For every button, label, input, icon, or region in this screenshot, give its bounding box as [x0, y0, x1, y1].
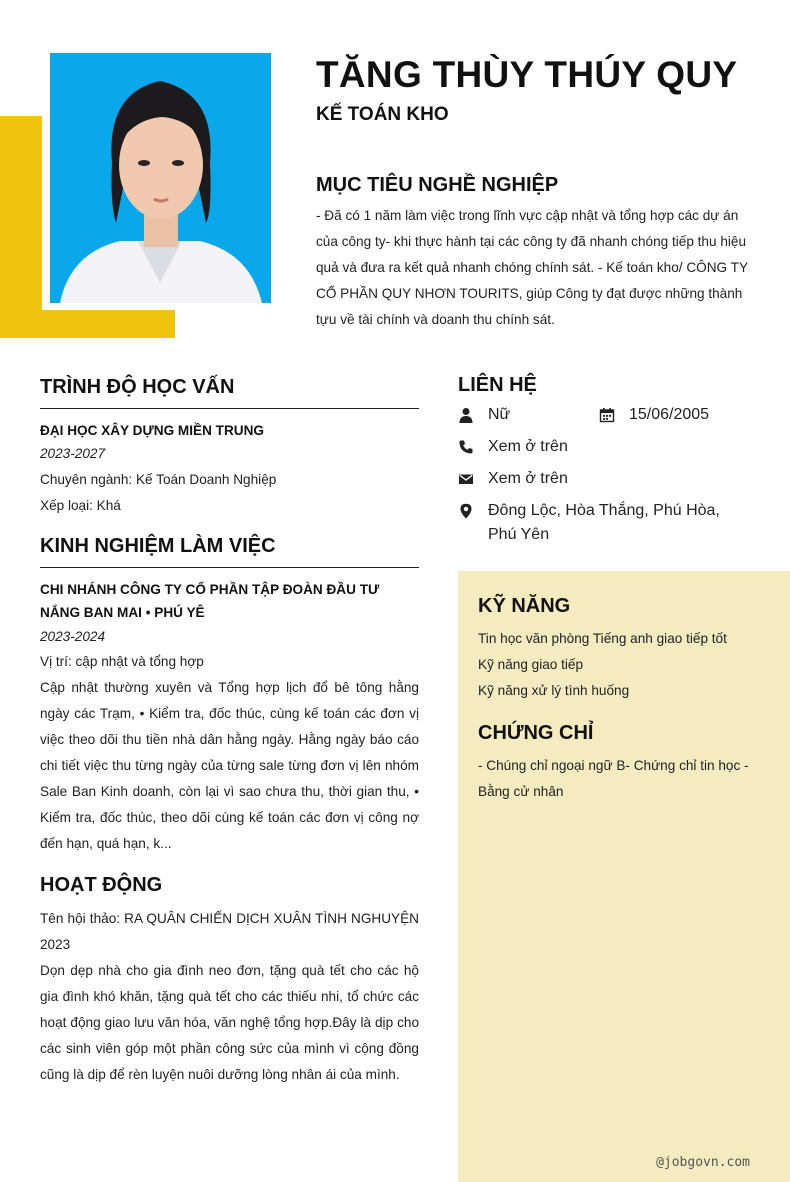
phone-icon [458, 435, 488, 459]
accent-bar-horizontal [0, 310, 175, 338]
objective-text: - Đã có 1 năm làm việc trong lĩnh vực cập nhật và tổng hợp các dự án của công ty- khi thực hành tại các công ty đã nhanh chóng tiếp thu hiệu quả và đưa ra kết quả nhanh chóng chính sát. - Kế toán kho/ CÔNG TY CỔ PHẦN QUY NHƠN TOURITS, giúp Công ty đạt được những thành tựu về tài chính và doanh thu chính sát. [316, 208, 748, 327]
education-heading: TRÌNH ĐỘ HỌC VẤN [40, 376, 235, 398]
activities-section [40, 874, 419, 1088]
education-major: Chuyên ngành: Kế Toán Doanh Nghiệp [40, 472, 277, 487]
experience-heading: KINH NGHIỆM LÀM VIỆC [40, 535, 276, 557]
contact-address: Đông Lộc, Hòa Thắng, Phú Hòa, Phú Yên [488, 502, 720, 543]
location-pin-icon [458, 499, 488, 523]
activity-event: Tên hội thảo: RA QUÂN CHIẾN DỊCH XUÂN TÌNH NGHUYỆN 2023 [40, 911, 419, 952]
profile-photo [50, 53, 271, 303]
job-title: KẾ TOÁN KHO [316, 104, 449, 125]
accent-bar-vertical [0, 116, 42, 338]
experience-section [40, 535, 419, 857]
contact-row-address [458, 499, 758, 547]
skills-heading: KỸ NĂNG [478, 595, 571, 617]
skill-item: Kỹ năng giao tiếp [478, 657, 584, 672]
contact-phone: Xem ở trên [488, 438, 568, 455]
mail-icon [458, 467, 488, 491]
skills-section [478, 595, 770, 704]
section-divider [40, 567, 419, 568]
company-name: CHI NHÁNH CÔNG TY CỔ PHẦN TẬP ĐOÀN ĐẦU TƯ NẮNG BAN MAI • PHÚ YÊ [40, 582, 380, 620]
contact-section [458, 374, 758, 547]
calendar-icon [599, 403, 629, 427]
candidate-name: TĂNG THÙY THÚY QUY [316, 54, 738, 95]
skill-item: Kỹ năng xử lý tình huống [478, 683, 630, 698]
watermark: @jobgovn.com [656, 1155, 750, 1170]
education-section [40, 376, 419, 518]
contact-birthdate: 15/06/2005 [629, 406, 710, 423]
person-icon [458, 403, 488, 427]
section-divider [40, 408, 419, 409]
objective-heading: MỤC TIÊU NGHỀ NGHIỆP [316, 174, 559, 196]
contact-row-phone [458, 435, 758, 459]
contact-heading: LIÊN HỆ [458, 374, 537, 396]
activity-description: Dọn dẹp nhà cho gia đình neo đơn, tặng quà tết cho các hộ gia đình khó khăn, tặng quà tết cho các thiếu nhi, tổ chức các hoạt động giao lưu văn hóa, văn nghệ tổng hợp.Đây là dịp cho các sinh viên góp một phần công sức của mình vì cộng đồng cũng là dịp để rèn luyện nuôi dưỡng lòng nhân ái của mình. [40, 963, 419, 1082]
certificates-heading: CHỨNG CHỈ [478, 722, 594, 744]
experience-position: Vị trí: cập nhật và tổng hợp [40, 654, 204, 669]
education-grade: Xếp loại: Khá [40, 498, 121, 513]
school-name: ĐẠI HỌC XÂY DỰNG MIỀN TRUNG [40, 423, 265, 438]
contact-email: Xem ở trên [488, 470, 568, 487]
experience-period: 2023-2024 [40, 629, 106, 644]
experience-description: Cập nhật thường xuyên và Tổng hợp lịch đổ bê tông hằng ngày các Trạm, • Kiểm tra, đốc thúc, cùng kế toán các đơn vị việc theo dõi thu tiền nhà dân hằng ngày. Hằng ngày báo cáo chi tiết việc thu từng ngày của từng sale từng đơn vị lên nhóm Sale Ban Kinh doanh, còn lại vì sao chưa thu, thời gian thu, • Kiểm tra, đốc thúc, theo dõi cùng kế toán các đơn vị công nợ đến hạn, quá hạn, k... [40, 680, 419, 851]
contact-row-gender-birthdate [458, 403, 758, 427]
contact-row-email [458, 467, 758, 491]
skill-item: Tin học văn phòng Tiếng anh giao tiếp tốt [478, 631, 727, 646]
skills-certificates-panel [458, 571, 790, 1182]
certificates-text: - Chúng chỉ ngoại ngữ B- Chứng chỉ tin học - Bằng cử nhân [478, 758, 749, 799]
certificates-section [478, 722, 770, 805]
activities-heading: HOẠT ĐỘNG [40, 874, 163, 896]
contact-gender: Nữ [488, 406, 511, 423]
education-period: 2023-2027 [40, 446, 106, 461]
